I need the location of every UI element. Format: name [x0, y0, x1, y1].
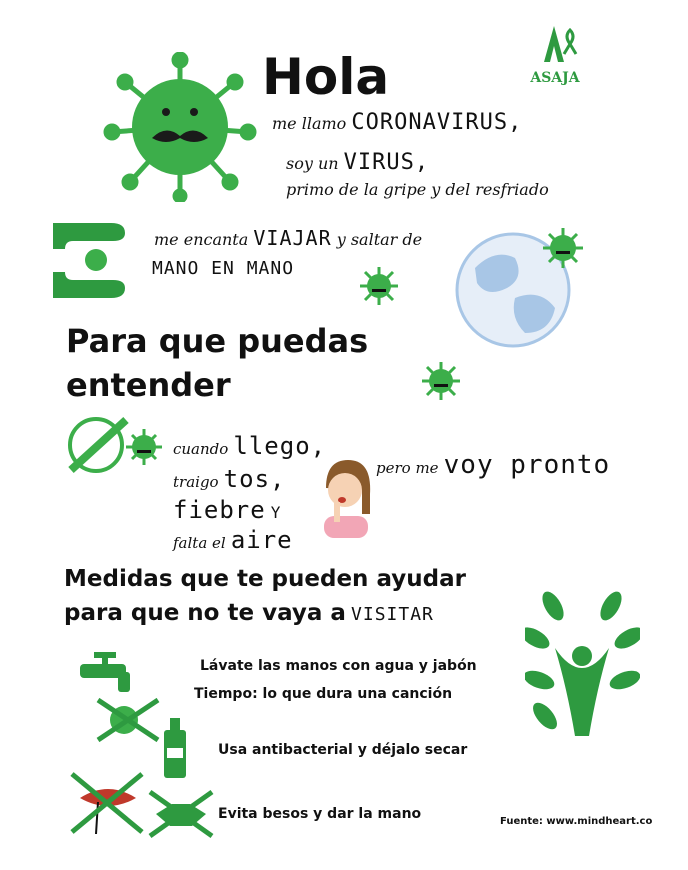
asaja-logo	[520, 22, 590, 86]
aire-text: aire	[230, 526, 293, 554]
symptom-line-3	[173, 496, 281, 524]
primo-text: primo de la gripe y del resfriado	[286, 180, 549, 199]
voy-pronto-text: voy pronto	[443, 450, 611, 480]
asaja-emblem-icon	[520, 22, 590, 66]
cuando-text: cuando	[173, 440, 229, 458]
small-virus-icon-2	[420, 360, 462, 402]
symptom-line-1	[173, 432, 326, 460]
faucet-icon	[80, 652, 138, 696]
y-text: Y	[270, 503, 282, 522]
symptom-line-4	[173, 526, 293, 554]
hola-title: Hola	[262, 48, 390, 106]
coughing-girl-icon	[318, 458, 374, 538]
mano-en-mano-text: MANO EN MANO	[152, 258, 295, 279]
hands-passing-icon	[48, 218, 133, 302]
visitar-text: VISITAR	[351, 604, 434, 625]
symptom-line-2	[173, 465, 285, 493]
no-virus-icon	[94, 696, 162, 744]
globe-icon	[455, 218, 585, 353]
intro-line-1	[272, 110, 522, 135]
symptom-right	[376, 450, 610, 480]
me-encanta-text: me encanta	[154, 230, 249, 249]
no-handshake-icon	[146, 788, 216, 840]
heading-entender: entender	[66, 366, 231, 404]
lavate-text: Lávate las manos con agua y jabón	[200, 658, 477, 674]
logo-text: ASAJA	[530, 70, 580, 86]
small-virus-icon	[358, 265, 400, 307]
soy-un-text: soy un	[286, 154, 339, 173]
coronavirus-text: CORONAVIRUS,	[351, 110, 523, 135]
heading-para-que-puedas: Para que puedas	[66, 322, 369, 360]
viajar-text: VIAJAR	[253, 226, 332, 250]
plane-icon	[66, 415, 166, 475]
no-kiss-icon	[68, 770, 148, 836]
heading-visitar-line	[64, 600, 434, 626]
traigo-text: traigo	[173, 473, 219, 491]
evita-text: Evita besos y dar la mano	[218, 806, 422, 822]
intro-line-2	[286, 150, 429, 175]
me-llamo-text: me llamo	[272, 114, 347, 133]
fiebre-text: fiebre	[173, 496, 266, 524]
healthy-person-tree-icon	[525, 588, 640, 738]
virus-character-icon	[100, 52, 260, 202]
heading-para-que-no: para que no te vaya a	[64, 600, 346, 626]
pero-me-text: pero me	[376, 459, 439, 477]
tos-text: tos,	[223, 465, 286, 493]
antibacterial-text: Usa antibacterial y déjalo secar	[218, 742, 468, 758]
source-text: Fuente: www.mindheart.co	[500, 816, 653, 827]
llego-text: llego,	[233, 432, 327, 460]
heading-medidas: Medidas que te pueden ayudar	[64, 566, 466, 592]
sanitizer-bottle-icon	[162, 718, 188, 778]
saltar-text: y saltar de	[336, 230, 423, 249]
virus-text: VIRUS,	[343, 150, 430, 175]
tiempo-text: Tiempo: lo que dura una canción	[194, 686, 453, 702]
falta-text: falta el	[173, 534, 226, 552]
travel-line-1	[154, 226, 422, 250]
